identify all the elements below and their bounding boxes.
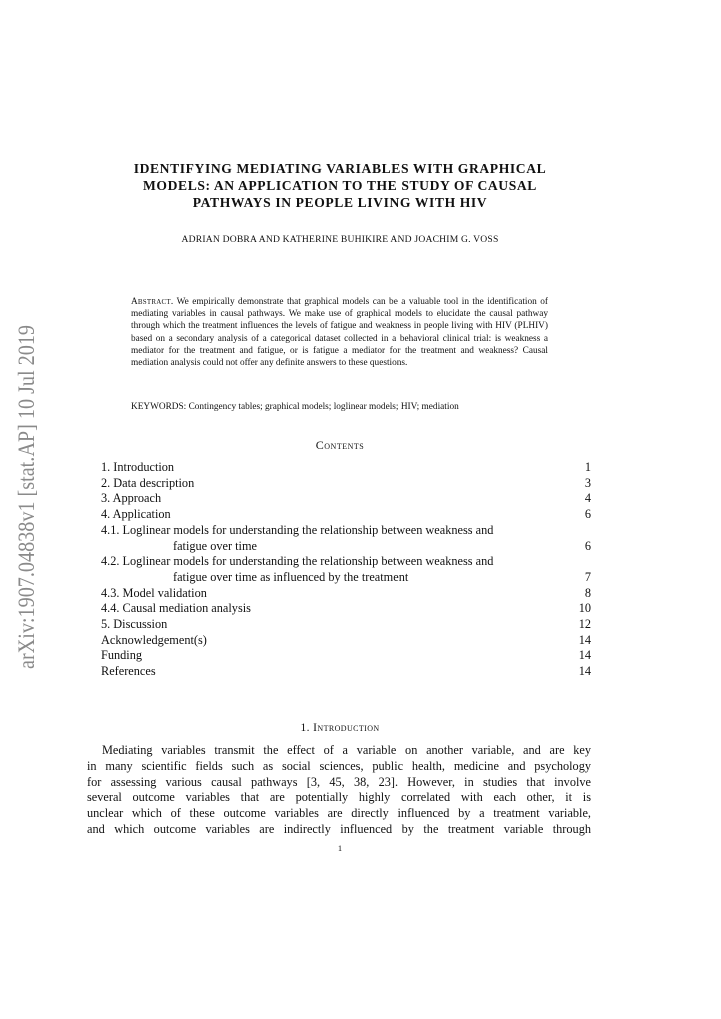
toc-entry-label: 5. Discussion: [101, 617, 168, 632]
toc-entry[interactable]: [101, 491, 591, 507]
section-title: Introduction: [313, 722, 380, 734]
toc-entry[interactable]: [101, 586, 591, 602]
toc-entry[interactable]: [101, 617, 591, 633]
title-line: MODELS: AN APPLICATION TO THE STUDY OF CAUSAL: [143, 178, 537, 193]
abstract-label: Abstract.: [131, 297, 174, 307]
introduction-paragraph: [87, 743, 591, 838]
toc-entry[interactable]: [101, 601, 591, 617]
toc-entry[interactable]: [101, 523, 591, 539]
abstract-text: We empirically demonstrate that graphical models can be a valuable tool in the identification of mediating variables in causal pathways. We make use of graphical models to elucidate the causal pathway through which the treatment influences the levels of fatigue and weakness in people living with HIV (PLHIV) based on a secondary analysis of a categorical dataset collected in a behavioral clinical trial: is weakness a mediator for the treatment and fatigue, or is fatigue a mediator for the treatment and weakness? Causal mediation analysis could not offer any definite answers to these questions.: [131, 297, 548, 369]
paragraph-line: Mediating variables transmit the effect of a variable on another variable, and are key: [102, 743, 591, 757]
abstract: [131, 296, 548, 369]
paragraph-line: and which outcome variables are indirectly influenced by the treatment variable through: [87, 821, 591, 836]
toc-entry[interactable]: [101, 507, 591, 523]
section-heading-introduction: [90, 722, 590, 734]
toc-entry-label: 4.1. Loglinear models for understanding the relationship between weakness and: [101, 522, 494, 537]
toc-page-number: 6: [584, 507, 591, 522]
toc-page-number: 10: [578, 601, 591, 616]
author-list: ADRIAN DOBRA AND KATHERINE BUHIKIRE AND JOACHIM G. VOSS: [181, 234, 499, 245]
section-number: 1.: [300, 722, 310, 734]
toc-entry[interactable]: [101, 648, 591, 664]
toc-entry-label: 4.2. Loglinear models for understanding the relationship between weakness and: [101, 554, 494, 569]
toc-entry[interactable]: [101, 554, 591, 570]
toc-page-number: 14: [578, 632, 591, 647]
page-number: 1: [337, 843, 343, 853]
toc-entry-label: 4.3. Model validation: [101, 585, 207, 600]
toc-page-number: 1: [584, 460, 591, 474]
paragraph-line: several outcome variables that are potentially highly correlated with each other, it is: [87, 790, 591, 805]
arxiv-identifier-stamp: [4, 325, 44, 670]
toc-entry-label: 4. Application: [101, 507, 171, 522]
toc-entry-label: 3. Approach: [101, 491, 162, 506]
toc-entry[interactable]: [101, 633, 591, 649]
paragraph-line: for assessing various causal pathways [3, 45, 38, 23]. However, in studies that involve: [87, 774, 591, 789]
toc-entry[interactable]: [101, 476, 591, 492]
toc-page-number: 4: [584, 491, 591, 506]
toc-entry-label: 4.4. Causal mediation analysis: [101, 601, 251, 616]
toc-entry-continuation[interactable]: [101, 570, 591, 586]
paragraph-line: unclear which of these outcome variables are directly influenced by a treatment variable,: [87, 806, 591, 821]
title-line: IDENTIFYING MEDIATING VARIABLES WITH GRAPHICAL: [133, 161, 547, 176]
paper-title: [90, 160, 590, 211]
toc-entry-label-continuation: fatigue over time: [173, 538, 257, 553]
table-of-contents: [101, 460, 591, 680]
toc-page-number: 6: [584, 538, 591, 553]
toc-entry[interactable]: [101, 664, 591, 680]
toc-page-number: 14: [578, 664, 591, 679]
toc-entry-label: 1. Introduction: [101, 460, 175, 474]
toc-page-number: 8: [584, 585, 591, 600]
toc-entry[interactable]: [101, 460, 591, 476]
title-line: PATHWAYS IN PEOPLE LIVING WITH HIV: [192, 195, 488, 210]
toc-page-number: 7: [584, 569, 591, 584]
toc-page-number: 12: [578, 617, 591, 632]
contents-heading: Contents: [315, 438, 365, 452]
toc-page-number: 14: [578, 648, 591, 663]
arxiv-identifier-text: arXiv:1907.04838v1 [stat.AP] 10 Jul 2019: [14, 325, 39, 669]
keywords: KEYWORDS: Contingency tables; graphical models; loglinear models; HIV; mediation: [131, 402, 459, 412]
toc-entry-continuation[interactable]: [101, 539, 591, 555]
toc-entry-label: References: [101, 664, 156, 679]
toc-entry-label: 2. Data description: [101, 475, 195, 490]
toc-entry-label-continuation: fatigue over time as influenced by the treatment: [173, 569, 409, 584]
toc-entry-label: Funding: [101, 648, 142, 663]
toc-entry-label: Acknowledgement(s): [101, 632, 207, 647]
toc-page-number: 3: [584, 475, 591, 490]
paragraph-line: in many scientific fields such as social sciences, public health, medicine and psychology: [87, 758, 591, 773]
